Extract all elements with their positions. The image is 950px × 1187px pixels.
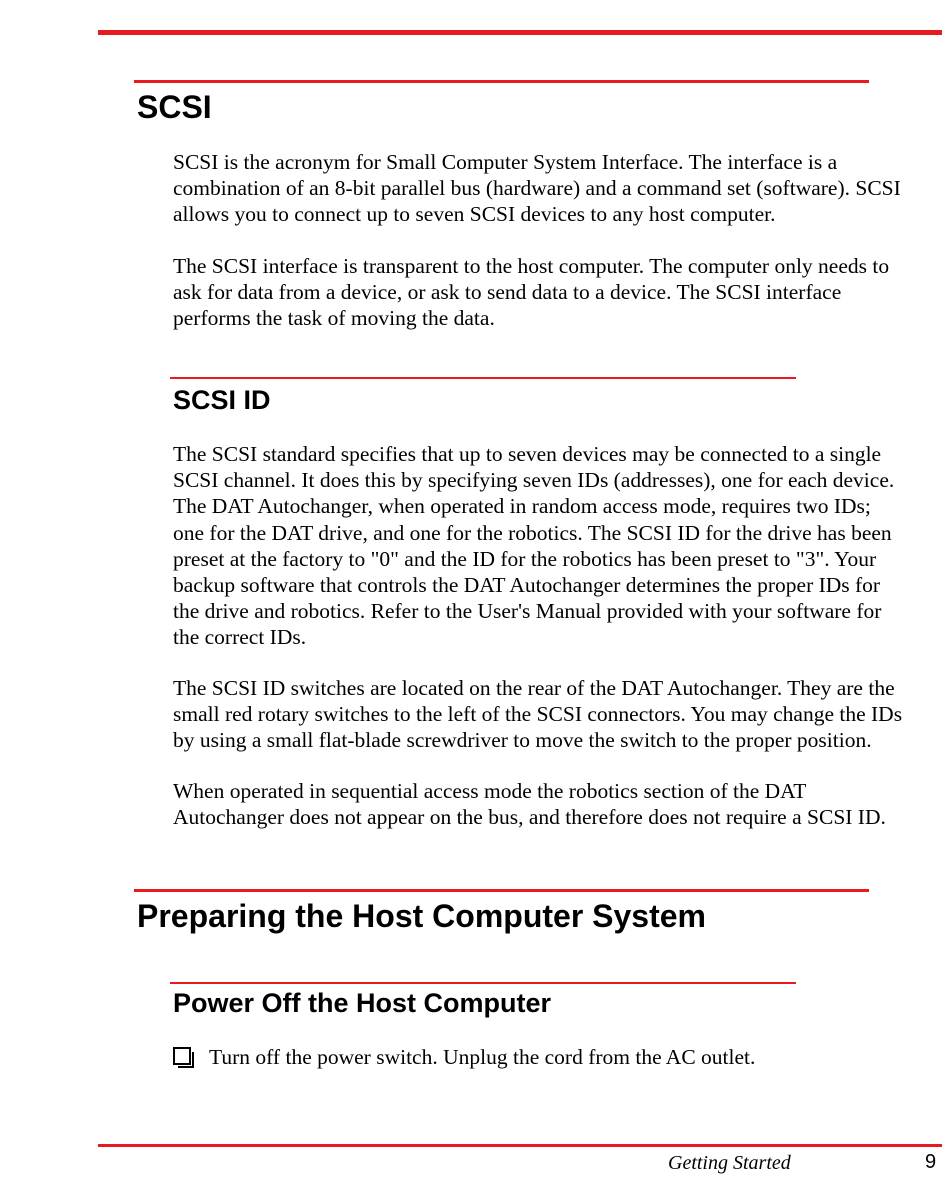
text-line: preset at the factory to "0" and the ID for the robotics has been preset to "3". Your (173, 546, 877, 571)
text-line: combination of an 8-bit parallel bus (hardware) and a command set (software). SCSI (173, 176, 901, 201)
heading-power-off: Power Off the Host Computer (173, 988, 552, 1018)
text-line: SCSI channel. It does this by specifying seven IDs (addresses), one for each device. (173, 468, 895, 493)
paragraph-sequential-mode (173, 778, 948, 830)
text-line: Autochanger does not appear on the bus, and therefore does not require a SCSI ID. (173, 805, 886, 830)
text-line: ask for data from a device, or ask to send data to a device. The SCSI interface (173, 280, 842, 305)
text-line: backup software that controls the DAT Autochanger determines the proper IDs for (173, 573, 881, 598)
text-line: the drive and robotics. Refer to the User's Manual provided with your software for (173, 599, 882, 624)
text-line: The SCSI ID switches are located on the rear of the DAT Autochanger. They are the (173, 676, 895, 700)
text-line: SCSI is the acronym for Small Computer System Interface. The interface is a (173, 150, 838, 174)
text-line: The SCSI interface is transparent to the host computer. The computer only needs to (173, 254, 890, 278)
text-line: allows you to connect up to seven SCSI devices to any host computer. (173, 202, 776, 227)
paragraph-scsi-id-switches (173, 675, 948, 754)
text-line: The DAT Autochanger, when operated in random access mode, requires two IDs; (173, 494, 871, 519)
heading-scsi-id: SCSI ID (173, 385, 271, 415)
text-line: one for the DAT drive, and one for the robotics. The SCSI ID for the drive has been (173, 520, 892, 545)
heading-scsi: SCSI (137, 89, 212, 125)
paragraph-scsi-standard (173, 441, 948, 651)
footer-chapter-title: Getting Started (668, 1152, 791, 1174)
checklist-item-text: Turn off the power switch. Unplug the cord from the AC outlet. (209, 1045, 756, 1069)
section-rule-preparing (134, 889, 869, 892)
text-line: performs the task of moving the data. (173, 306, 495, 331)
text-line: the correct IDs. (173, 625, 307, 650)
text-line: by using a small flat-blade screwdriver to move the switch to the proper position. (173, 728, 872, 753)
checkbox-icon (173, 1047, 191, 1065)
section-rule-scsi (134, 80, 869, 83)
paragraph-scsi-transparent (173, 253, 948, 332)
subsection-rule-power-off (170, 982, 796, 984)
checklist-item (173, 1043, 755, 1071)
heading-preparing-host: Preparing the Host Computer System (137, 898, 706, 934)
text-line: The SCSI standard specifies that up to seven devices may be connected to a single (173, 442, 882, 466)
text-line: small red rotary switches to the left of the SCSI connectors. You may change the IDs (173, 702, 903, 727)
text-line: When operated in sequential access mode the robotics section of the DAT (173, 779, 807, 803)
page-number: 9 (925, 1151, 937, 1173)
subsection-rule-scsi-id (170, 377, 796, 379)
bottom-rule (98, 1144, 942, 1147)
top-rule (98, 30, 942, 35)
paragraph-scsi-definition (173, 149, 948, 228)
